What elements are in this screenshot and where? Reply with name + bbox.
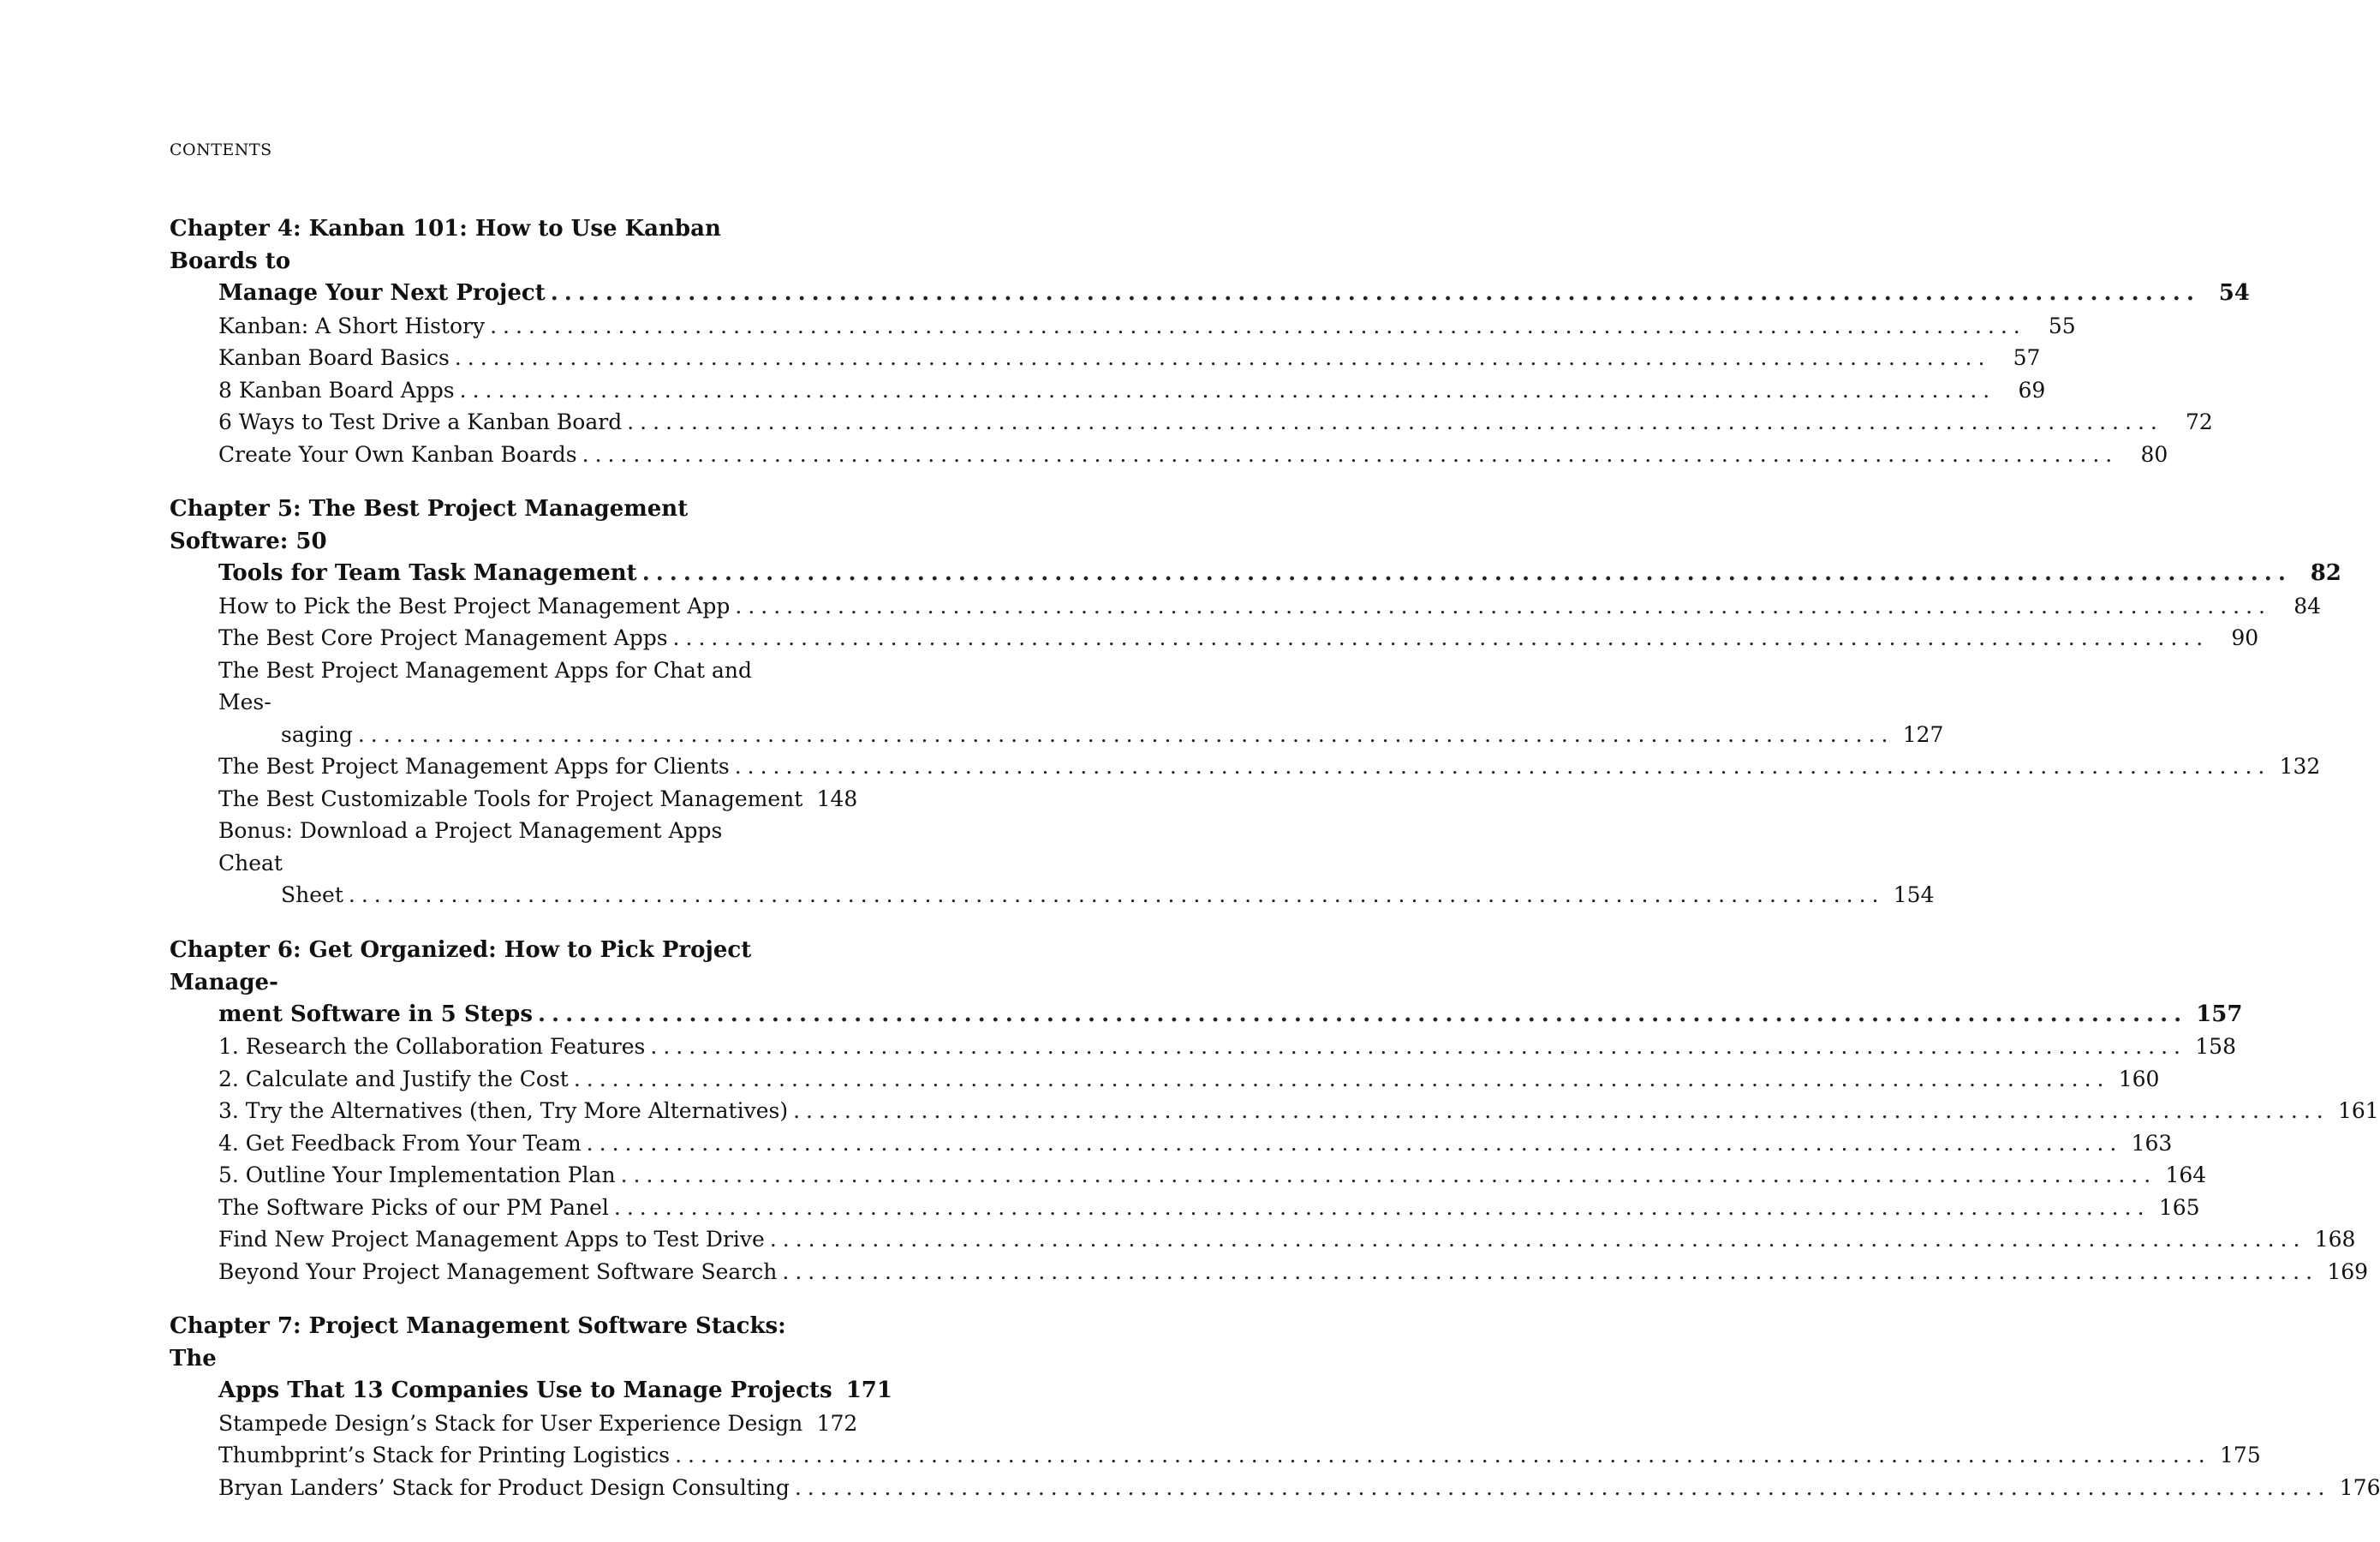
- section-title: Bryan Landers’ Stack for Product Design Consulting: [218, 1474, 790, 1500]
- page-number: 57: [2013, 345, 2041, 370]
- page-number: 72: [2186, 409, 2213, 434]
- chapter-entry: [170, 1310, 2380, 1503]
- dot-leader: ........................................................................................................................: [641, 560, 2292, 586]
- page-number: 90: [2231, 625, 2259, 650]
- section-title: 2. Calculate and Justify the Cost: [218, 1066, 569, 1091]
- section-entry: [170, 310, 2076, 343]
- section-entry: [170, 1472, 2380, 1504]
- chapter-title-line: [170, 558, 2341, 590]
- chapter-title-line: [170, 999, 2243, 1031]
- section-entry: [170, 1159, 2207, 1192]
- page-number: 176: [2339, 1474, 2380, 1500]
- section-entry: [170, 783, 858, 816]
- section-title: 6 Ways to Test Drive a Kanban Board: [218, 409, 623, 434]
- chapter-title-line: [170, 278, 2250, 310]
- section-entry: [170, 1256, 2369, 1288]
- section-title: Create Your Own Kanban Boards: [218, 441, 577, 467]
- section-entry: [170, 1192, 2200, 1224]
- page-number: 158: [2195, 1034, 2236, 1059]
- section-entry: [170, 590, 2321, 623]
- dot-leader: ........................................................................................................................: [550, 280, 2200, 306]
- section-title: Kanban: A Short History: [218, 313, 486, 338]
- page-number: 132: [2279, 754, 2321, 779]
- section-entry: [170, 1439, 2261, 1472]
- section-entry: [170, 622, 2259, 654]
- dot-leader: ........................................................................................................................: [348, 882, 1885, 907]
- chapter-entry: [170, 934, 2379, 1288]
- page-number: 165: [2158, 1194, 2200, 1220]
- section-title: Beyond Your Project Management Software Search: [218, 1258, 778, 1284]
- chapter-entry: [170, 212, 2250, 470]
- section-title: 4. Get Feedback From Your Team: [218, 1130, 582, 1156]
- section-title-continued: Sheet: [281, 882, 343, 907]
- dot-leader: ........................................................................................................................: [586, 1130, 2123, 1156]
- dot-leader: ........................................................................................................................: [769, 1227, 2306, 1252]
- chapter-title-continued: Manage Your Next Project: [218, 280, 546, 306]
- page-number: 169: [2327, 1258, 2369, 1284]
- section-title: The Best Core Project Management Apps: [218, 625, 668, 650]
- section-title: How to Pick the Best Project Management App: [218, 593, 731, 619]
- section-title: The Best Project Management Apps for Clients: [218, 754, 730, 779]
- dot-leader: ........................................................................................................................: [620, 1162, 2157, 1187]
- page-number: 175: [2220, 1443, 2261, 1467]
- section-title: Thumbprint’s Stack for Printing Logistics: [218, 1443, 671, 1467]
- section-entry: [170, 342, 2041, 374]
- section-title: Bonus: Download a Project Management Apps Cheat: [218, 818, 723, 876]
- chapter-title-continued: Tools for Team Task Management: [218, 560, 637, 586]
- dot-leader: ........................................................................................................................: [459, 377, 1996, 403]
- dot-leader: ........................................................................................................................: [650, 1034, 2186, 1059]
- chapter-title: Chapter 5: The Best Project Management Software: 50: [170, 496, 689, 554]
- dot-leader: ........................................................................................................................: [782, 1258, 2319, 1284]
- dot-leader: ........................................................................................................................: [793, 1098, 2329, 1123]
- section-title: The Software Picks of our PM Panel: [218, 1194, 609, 1220]
- page-number: 172: [816, 1410, 858, 1436]
- page-number: 127: [1902, 721, 1944, 747]
- page-number: 84: [2294, 593, 2321, 619]
- page-number: 69: [2018, 377, 2046, 403]
- section-entry: [170, 719, 1944, 751]
- dot-leader: ........................................................................................................................: [582, 441, 2119, 467]
- dot-leader: ........................................................................................................................: [613, 1194, 2150, 1220]
- section-entry: [170, 750, 2321, 783]
- chapter-title-continued: ment Software in 5 Steps: [218, 1001, 533, 1027]
- chapter-title: Chapter 7: Project Management Software Stacks: The: [170, 1313, 786, 1372]
- chapter-title-line: [170, 1375, 892, 1408]
- dot-leader: ........................................................................................................................: [573, 1066, 2110, 1091]
- running-head: CONTENTS: [170, 140, 272, 159]
- page-number: 54: [2218, 280, 2250, 306]
- section-entry: [170, 1063, 2160, 1096]
- page-number: 80: [2140, 441, 2168, 467]
- chapter-title: Chapter 6: Get Organized: How to Pick Project Manage-: [170, 936, 752, 995]
- section-entry: [170, 1408, 858, 1440]
- page-number: 55: [2048, 313, 2076, 338]
- section-entry: [170, 1223, 2356, 1256]
- dot-leader: ........................................................................................................................: [537, 1001, 2188, 1027]
- page-number: 164: [2165, 1162, 2207, 1187]
- dot-leader: ........................................................................................................................: [357, 721, 1894, 747]
- dot-leader: ........................................................................................................................: [490, 313, 2026, 338]
- section-title: Find New Project Management Apps to Test Drive: [218, 1227, 765, 1252]
- section-title: 1. Research the Collaboration Features: [218, 1034, 646, 1059]
- page-number: 154: [1893, 882, 1935, 907]
- section-entry: [170, 1031, 2236, 1063]
- section-title: Stampede Design’s Stack for User Experience Design: [218, 1410, 803, 1436]
- section-entry: [170, 1127, 2173, 1160]
- page-number: 163: [2131, 1130, 2173, 1156]
- dot-leader: ........................................................................................................................: [734, 754, 2271, 779]
- section-entry: [170, 439, 2168, 471]
- dot-leader: ........................................................................................................................: [794, 1474, 2331, 1500]
- chapter-title: Chapter 4: Kanban 101: How to Use Kanban Boards to: [170, 216, 721, 274]
- section-entry: [170, 879, 1935, 911]
- section-entry: [170, 1095, 2379, 1127]
- dot-leader: ........................................................................................................................: [627, 409, 2163, 434]
- section-title-continued: saging: [281, 721, 353, 747]
- page-number: 171: [845, 1378, 892, 1403]
- page-number: 168: [2314, 1227, 2356, 1252]
- page-number: 157: [2196, 1001, 2243, 1027]
- section-title: Kanban Board Basics: [218, 345, 450, 370]
- section-entry: [170, 374, 2046, 407]
- chapter-entry: [170, 493, 2341, 911]
- dot-leader: ........................................................................................................................: [735, 593, 2271, 619]
- section-title: 3. Try the Alternatives (then, Try More Alternatives): [218, 1098, 789, 1123]
- page-number: 161: [2338, 1098, 2379, 1123]
- chapter-title-continued: Apps That 13 Companies Use to Manage Projects: [218, 1378, 832, 1403]
- dot-leader: ........................................................................................................................: [672, 625, 2210, 650]
- section-entry: [170, 406, 2213, 439]
- page-number: 82: [2310, 560, 2341, 586]
- dot-leader: ........................................................................................................................: [675, 1443, 2211, 1467]
- table-of-contents: [170, 212, 2380, 1526]
- page-number: 160: [2118, 1066, 2160, 1091]
- page-number: 148: [816, 786, 858, 811]
- section-title: The Best Project Management Apps for Chat and Mes-: [218, 657, 752, 714]
- section-title: 5. Outline Your Implementation Plan: [218, 1162, 616, 1187]
- section-title: The Best Customizable Tools for Project Management: [218, 786, 803, 811]
- dot-leader: ........................................................................................................................: [454, 345, 1991, 370]
- section-title: 8 Kanban Board Apps: [218, 377, 455, 403]
